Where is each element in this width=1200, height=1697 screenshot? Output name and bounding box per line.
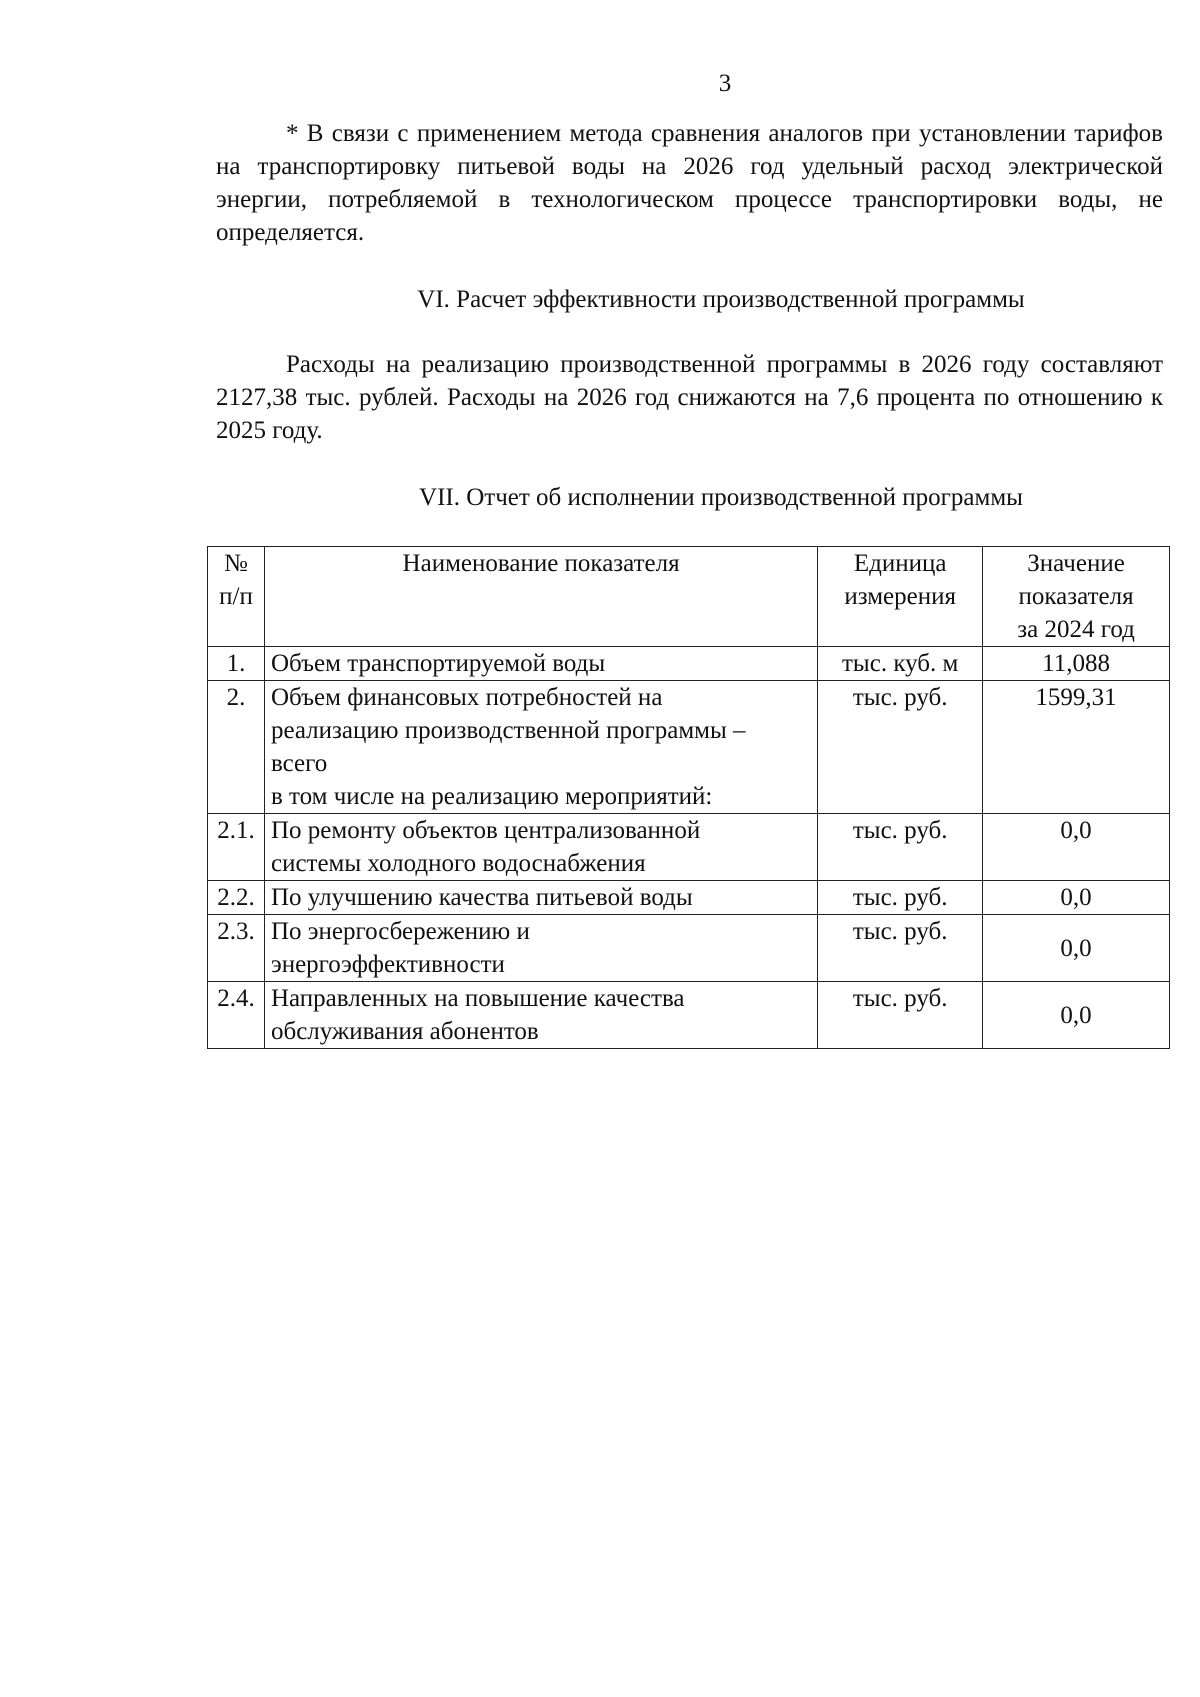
page-number: 3 [718,70,732,97]
row-indicator-name: По энергосбережению и энергоэффективности [264,915,817,982]
row-value: 0,0 [983,881,1170,915]
row-value: 11,088 [983,647,1170,681]
header-value: Значение показателя за 2024 год [983,547,1170,647]
row-value: 1599,31 [983,681,1170,814]
row-number: 2.3. [208,915,265,982]
table-row [208,814,1170,881]
header-number: № п/п [208,547,265,647]
row-unit: тыс. куб. м [818,647,983,681]
table-row [208,915,1170,982]
row-indicator-name: Направленных на повышение качества обслуживания абонентов [264,982,817,1049]
row-value: 0,0 [983,814,1170,881]
header-unit: Единица измерения [818,547,983,647]
note-paragraph: * В связи с применением метода сравнения аналогов при установлении тарифов на транспортировку питьевой воды на 2026 год удельный расход электрической энергии, потребляемой в технологическом процессе транспортировки воды, не определяется. [216,120,1163,246]
table-row [208,647,1170,681]
table-row [208,881,1170,915]
row-indicator-name: По ремонту объектов централизованной системы холодного водоснабжения [264,814,817,881]
row-number: 2. [208,681,265,814]
row-unit: тыс. руб. [818,982,983,1049]
row-number: 2.4. [208,982,265,1049]
row-unit: тыс. руб. [818,915,983,982]
table-row [208,982,1170,1049]
row-indicator-name: Объем финансовых потребностей на реализацию производственной программы – всего в том числе на реализацию мероприятий: [264,681,817,814]
report-table [207,546,1170,1049]
costs-paragraph: Расходы на реализацию производственной программы в 2026 году составляют 2127,38 тыс. рублей. Расходы на 2026 год снижаются на 7,6 процента по отношению к 2025 году. [216,351,1163,444]
row-indicator-name: Объем транспортируемой воды [264,647,817,681]
header-indicator-name: Наименование показателя [264,547,817,647]
row-number: 2.1. [208,814,265,881]
row-value: 0,0 [983,982,1170,1049]
row-unit: тыс. руб. [818,814,983,881]
section-6-heading: VI. Расчет эффективности производственной программы [417,286,1025,313]
table-header-row [208,547,1170,647]
table-row [208,681,1170,814]
row-value: 0,0 [983,915,1170,982]
row-indicator-name: По улучшению качества питьевой воды [264,881,817,915]
row-number: 1. [208,647,265,681]
row-unit: тыс. руб. [818,681,983,814]
section-7-heading: VII. Отчет об исполнении производственной программы [419,484,1023,511]
row-unit: тыс. руб. [818,881,983,915]
row-number: 2.2. [208,881,265,915]
